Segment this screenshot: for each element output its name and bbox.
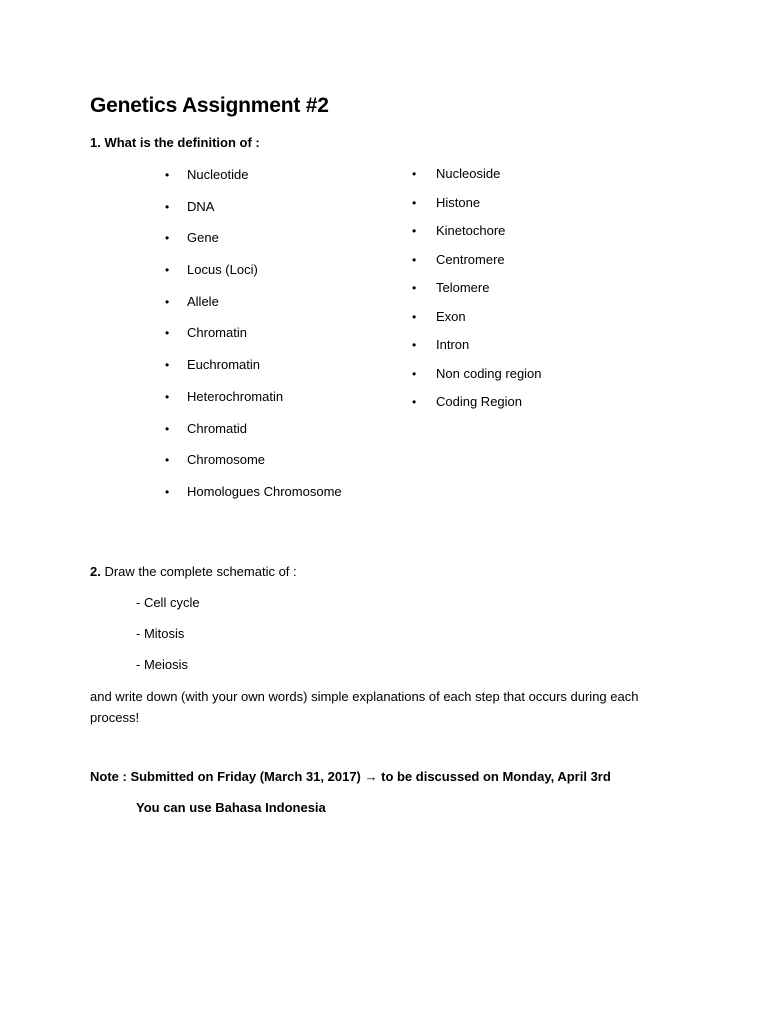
- term-label: Euchromatin: [187, 357, 260, 373]
- bullet-icon: •: [412, 309, 417, 324]
- definition-list-left: [165, 167, 342, 516]
- list-item: [412, 337, 542, 366]
- bullet-icon: •: [412, 395, 417, 409]
- bullet-icon: •: [165, 484, 170, 499]
- term-label: Telomere: [436, 280, 490, 295]
- bullet-icon: •: [412, 252, 417, 267]
- document-title: Genetics Assignment #2: [90, 94, 329, 117]
- term-label: Coding Region: [436, 394, 523, 409]
- note-text-part1: Note : Submitted on Friday (March 31, 2017): [90, 769, 365, 784]
- bullet-icon: •: [412, 281, 417, 295]
- list-item: [165, 483, 342, 516]
- bullet-icon: •: [412, 366, 417, 381]
- bullet-icon: •: [165, 231, 170, 246]
- note-text-part2: to be discussed on Monday, April 3rd: [377, 769, 611, 784]
- bullet-icon: •: [412, 195, 417, 210]
- bullet-icon: •: [165, 326, 170, 341]
- term-label: Nucleoside: [436, 166, 501, 181]
- term-label: Chromatid: [187, 420, 247, 436]
- bullet-icon: •: [165, 421, 170, 436]
- list-item: - Meiosis: [136, 657, 189, 672]
- bullet-icon: •: [165, 199, 170, 214]
- list-item: [165, 452, 342, 484]
- list-item: [165, 293, 342, 326]
- term-label: Kinetochore: [436, 223, 506, 238]
- list-item: [165, 325, 342, 357]
- definition-list-right: [412, 166, 542, 423]
- bullet-icon: •: [165, 294, 170, 309]
- list-item: [412, 280, 542, 309]
- term-label: Chromosome: [187, 452, 266, 468]
- bullet-icon: •: [412, 167, 417, 181]
- bullet-icon: •: [165, 453, 170, 468]
- list-item: - Mitosis: [136, 626, 185, 641]
- list-item: [165, 198, 342, 231]
- list-item: [412, 194, 542, 224]
- question-1-heading: 1. What is the definition of :: [90, 135, 260, 150]
- question-2-explanation: and write down (with your own words) simple explanations of each step that occurs during each process!: [90, 689, 639, 725]
- language-note: You can use Bahasa Indonesia: [136, 800, 326, 815]
- list-item: [165, 167, 342, 199]
- bullet-icon: •: [165, 358, 170, 373]
- schematic-list: [136, 595, 200, 688]
- term-label: Histone: [436, 194, 481, 210]
- right-arrow-icon: →: [364, 769, 378, 784]
- list-item: [165, 420, 342, 453]
- submission-note: [90, 769, 611, 784]
- list-item: [412, 223, 542, 252]
- list-item: [412, 308, 542, 338]
- list-item: [165, 388, 342, 421]
- term-label: Intron: [436, 337, 470, 352]
- term-label: Centromere: [436, 251, 505, 267]
- term-label: Nucleotide: [187, 167, 249, 182]
- bullet-icon: •: [165, 389, 170, 404]
- list-item: - Cell cycle: [136, 595, 200, 610]
- list-item: [165, 230, 342, 262]
- term-label: Homologues Chromosome: [187, 483, 342, 499]
- question-2-text: Draw the complete schematic of :: [100, 564, 297, 579]
- list-item: [165, 357, 342, 389]
- term-label: Non coding region: [436, 365, 542, 381]
- term-label: Allele: [187, 293, 219, 309]
- term-label: Exon: [436, 308, 466, 324]
- bullet-icon: •: [412, 224, 417, 238]
- list-item: [412, 166, 542, 195]
- bullet-icon: •: [165, 263, 170, 278]
- term-label: Gene: [187, 230, 219, 246]
- term-label: Heterochromatin: [187, 388, 284, 404]
- bullet-icon: •: [412, 338, 417, 352]
- bullet-icon: •: [165, 168, 170, 182]
- list-item: [165, 262, 342, 294]
- list-item: [412, 365, 542, 395]
- term-label: Chromatin: [187, 325, 247, 341]
- list-item: [412, 251, 542, 281]
- term-label: DNA: [187, 198, 215, 214]
- question-2-number: 2.: [90, 564, 101, 579]
- term-label: Locus (Loci): [187, 262, 258, 278]
- list-item: [412, 394, 542, 423]
- question-2-heading: [90, 564, 297, 579]
